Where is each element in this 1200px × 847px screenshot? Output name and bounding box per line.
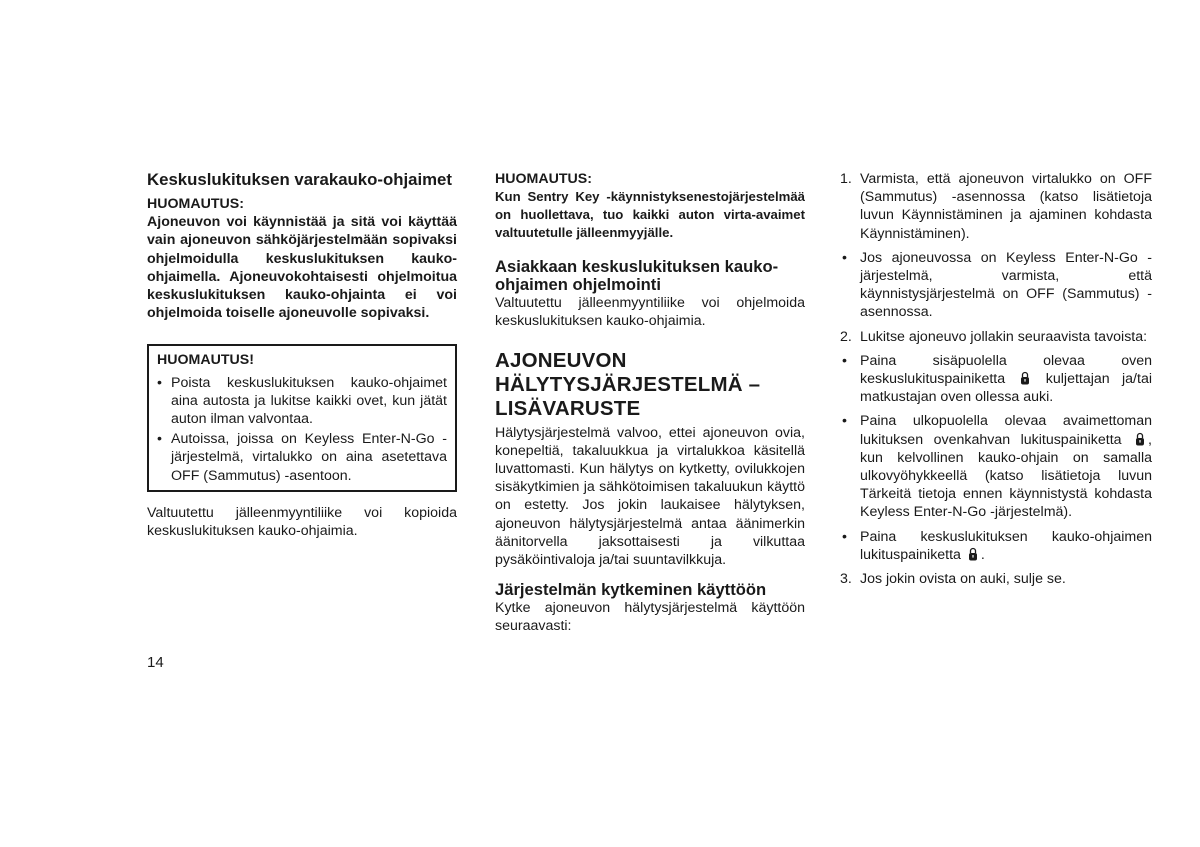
lock-icon (968, 547, 978, 561)
step-number: 2. (840, 328, 852, 345)
step-item (840, 170, 1152, 243)
page-number: 14 (147, 654, 164, 671)
bullet-text: , kun kelvollinen kauko-ohjain on samalla ulkovyöhykkeellä (katso lisätietoja luvun Tärkeitä tietoja ennen käynnistystä kohdasta Keyless Enter-N-Go -järjestelmä). (860, 431, 1152, 521)
note-title: HUOMAUTUS: (147, 196, 244, 212)
column-middle (495, 170, 805, 636)
arming-steps (840, 170, 1152, 588)
step-text: Lukitse ajoneuvo jollakin seuraavista tavoista: (860, 328, 1148, 345)
bullet-text: Jos ajoneuvossa on Keyless Enter-N-Go -järjestelmä, varmista, että käynnistysjärjestelmä on OFF (Sammutus) -asennossa. (860, 249, 1152, 321)
section-heading-arming: Järjestelmän kytkeminen käyttöön (495, 580, 767, 600)
alarm-system-text: Hälytysjärjestelmä valvoo, ettei ajoneuvon ovia, konepeltiä, takaluukkua ja virtalukkoa käsitellä luvattomasti. Kun hälytys on kytketty, ovilukkojen sisäkytkimien ja sähkötoimisen takaluukun käyttö on estetty. Jos jokin laukaisee hälytyksen, ajoneuvon hälytysjärjestelmä antaa äänimerkin äänitorvella jaksottaisesti ja vilkuttaa pysäköintivaloja ja/tai suuntavilkkuja. (495, 424, 805, 569)
step-number: 3. (840, 571, 852, 588)
warning-title: HUOMAUTUS! (157, 352, 254, 369)
remote-programming-text: Valtuutettu jälleenmyyntiliike voi ohjelmoida keskuslukituksen kauko-ohjaimia. (495, 295, 805, 330)
warning-box (147, 344, 457, 491)
warning-list (157, 374, 447, 485)
arming-text: Kytke ajoneuvon hälytysjärjestelmä käyttöön seuraavasti: (495, 600, 805, 635)
section-heading-alarm-system: AJONEUVON HÄLYTYSJÄRJESTELMÄ – LISÄVARUSTE (495, 348, 761, 420)
copy-remotes-paragraph: Valtuutettu jälleenmyyntiliike voi kopioida keskuslukituksen kauko-ohjaimia. (147, 504, 457, 540)
step-bullet (840, 249, 1152, 322)
bullet-icon: • (842, 413, 847, 430)
bullet-text: . (980, 546, 985, 563)
bullet-text: kuljettajan ja/tai matkustajan oven ollessa auki. (860, 371, 1152, 406)
bullet-icon: • (842, 352, 847, 369)
step-item (840, 328, 1152, 346)
lock-icon (1020, 371, 1030, 385)
lock-icon (1135, 432, 1145, 446)
warning-item-text: Autoissa, joissa on Keyless Enter-N-Go -järjestelmä, virtalukko on aina asetettava OFF (Sammutus) -asentoon. (171, 431, 447, 484)
section-heading-remote-programming: Asiakkaan keskuslukituksen kauko-ohjaimen ohjelmointi (495, 257, 779, 295)
step-bullet (840, 412, 1152, 521)
bullet-icon: • (157, 431, 162, 448)
bullet-text: Paina sisäpuolella olevaa oven keskuslukituspainiketta (860, 352, 1152, 388)
step-number: 1. (840, 171, 852, 187)
note-text: Kun Sentry Key -käynnistyksenestojärjestelmää on huollettava, tuo kaikki auton virta-avaimet valtuutetulle jälleenmyyjälle. (495, 189, 805, 241)
bullet-icon: • (842, 249, 847, 266)
step-text: Varmista, että ajoneuvon virtalukko on OFF (Sammutus) -asennossa (katso lisätietoja luvun Käynnistäminen ja ajaminen kohdasta Käynnistäminen). (860, 171, 1152, 242)
bullet-icon: • (157, 374, 162, 391)
bullet-text: Paina ulkopuolella olevaa avaimettoman lukituksen ovenkahvan lukituspainiketta (860, 413, 1152, 448)
bullet-text: Paina keskuslukituksen kauko-ohjaimen lukituspainiketta (860, 528, 1152, 563)
step-item (840, 570, 1152, 588)
warning-item (157, 430, 447, 485)
warning-item-text: Poista keskuslukituksen kauko-ohjaimet aina autosta ja lukitse kaikki ovet, kun jätät auton ilman valvontaa. (171, 374, 447, 428)
note-text: Ajoneuvon voi käynnistää ja sitä voi käyttää vain ajoneuvon sähköjärjestelmään sopivaksi ohjelmoidulla keskuslukituksen kauko-ohjaimella. Ajoneuvokohtaisesti ohjelmoitua keskuslukituksen kauko-ohjainta ei voi ohjelmoida toiselle ajoneuvolle sopivaksi. (147, 214, 457, 322)
note-title: HUOMAUTUS: (495, 171, 592, 187)
step-bullet (840, 352, 1152, 407)
bullet-icon: • (842, 528, 847, 545)
step-text: Jos jokin ovista on auki, sulje se. (860, 571, 1066, 588)
column-right (840, 170, 1152, 594)
step-bullet (840, 528, 1152, 564)
warning-item (157, 374, 447, 429)
section-heading-spare-remotes: Keskuslukituksen varakauko-ohjaimet (147, 170, 452, 189)
column-left (147, 170, 457, 540)
